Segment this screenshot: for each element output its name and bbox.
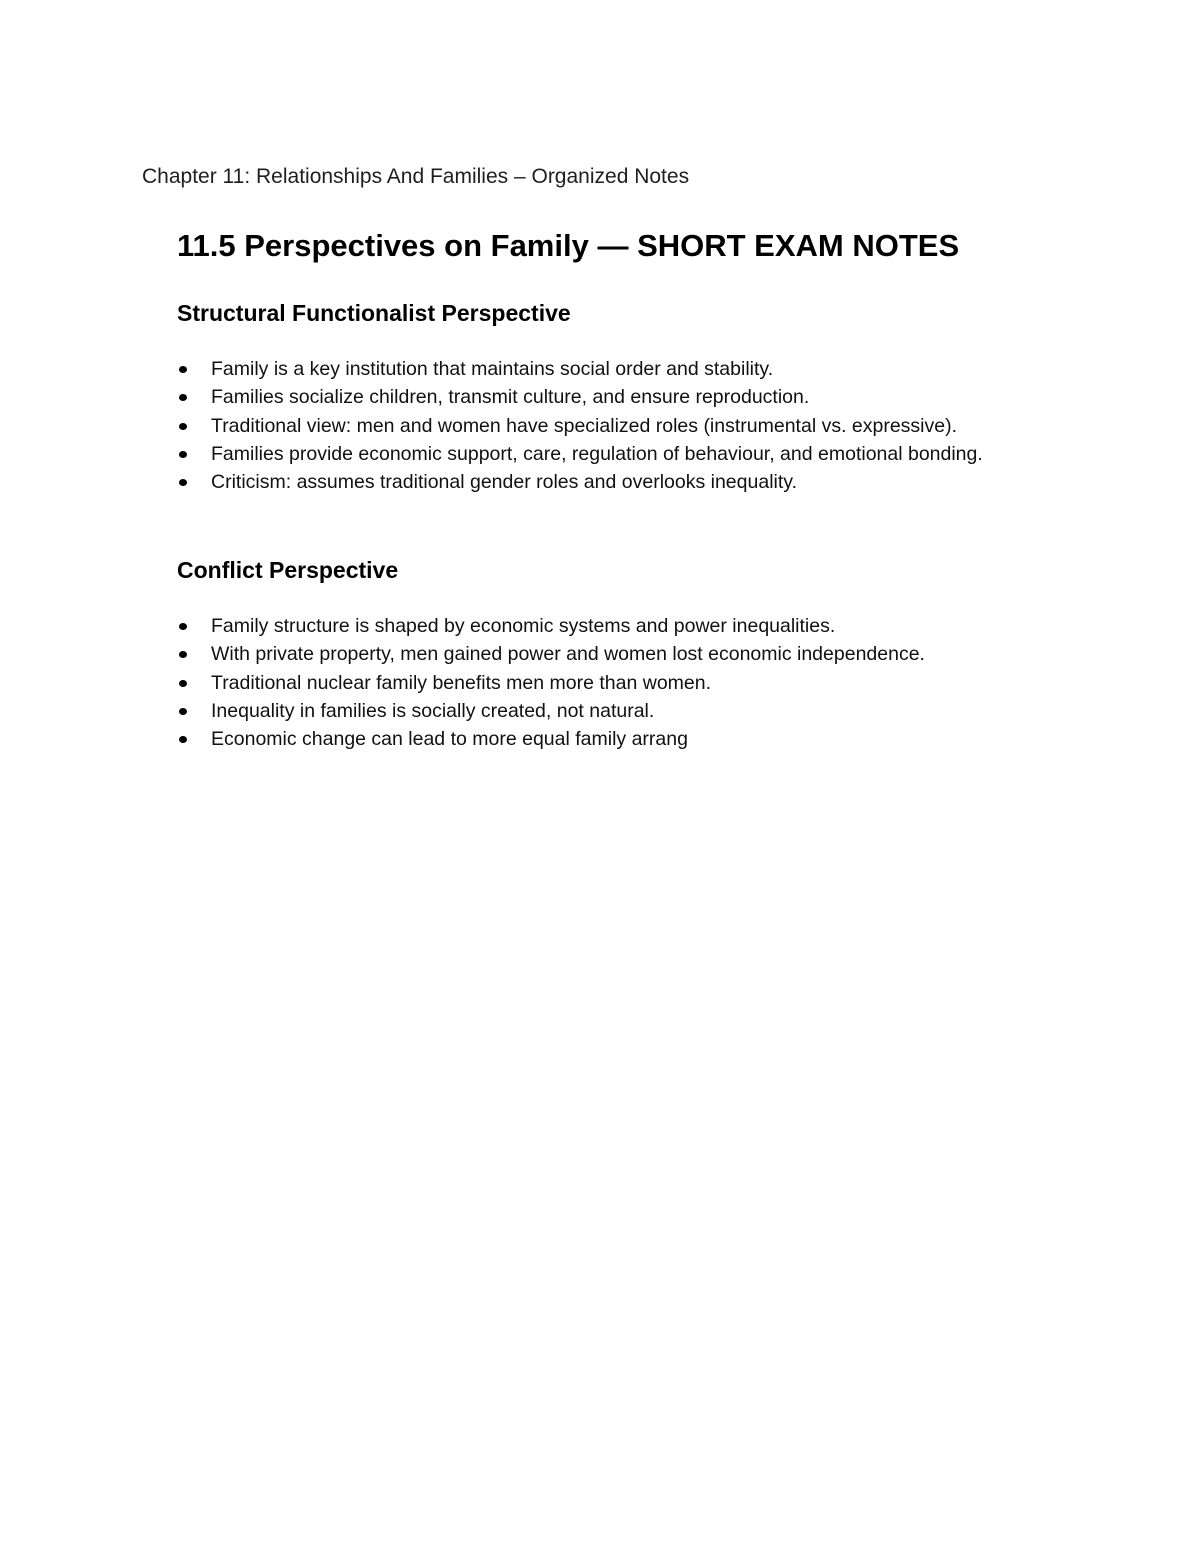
bullet-icon [179, 680, 187, 687]
list-item-text: Traditional nuclear family benefits men more than women. [211, 671, 712, 694]
list-item-text: Economic change can lead to more equal family arrang [211, 728, 688, 751]
list-item [177, 412, 1077, 440]
bullet-icon [179, 366, 187, 373]
list-item [177, 383, 1077, 411]
list-item-text: Family structure is shaped by economic systems and power inequalities. [211, 615, 836, 637]
bullet-icon [179, 736, 187, 743]
list-item [177, 355, 1077, 383]
conflict-list [177, 612, 1077, 753]
list-item [177, 440, 1077, 468]
bullet-icon [179, 708, 187, 715]
bullet-icon [179, 423, 187, 430]
list-item [177, 612, 1077, 640]
section-heading-structural-functionalist: Structural Functionalist Perspective [177, 300, 571, 326]
list-item-text: Families socialize children, transmit culture, and ensure reproduction. [211, 386, 810, 409]
chapter-title: Chapter 11: Relationships And Families – Organized Notes [142, 165, 690, 188]
structural-functionalist-list [177, 355, 1077, 496]
page-heading: 11.5 Perspectives on Family — SHORT EXAM NOTES [177, 228, 960, 263]
list-item-text: Traditional view: men and women have specialized roles (instrumental vs. expressive). [211, 414, 958, 437]
bullet-icon [179, 651, 187, 658]
list-item [177, 725, 1077, 753]
list-item [177, 697, 1077, 725]
list-item [177, 669, 1077, 697]
list-item-text: Criticism: assumes traditional gender roles and overlooks inequality. [211, 471, 797, 494]
bullet-icon [179, 394, 187, 401]
list-item-text: Families provide economic support, care, regulation of behaviour, and emotional bonding. [211, 442, 983, 465]
list-item [177, 468, 1077, 496]
section-heading-conflict: Conflict Perspective [177, 557, 399, 583]
bullet-icon [179, 623, 187, 630]
list-item-text: Family is a key institution that maintains social order and stability. [211, 358, 774, 380]
bullet-icon [179, 479, 187, 486]
list-item [177, 640, 1077, 668]
list-item-text: Inequality in families is socially created, not natural. [211, 699, 655, 722]
list-item-text: With private property, men gained power and women lost economic independence. [211, 643, 925, 666]
bullet-icon [179, 451, 187, 458]
